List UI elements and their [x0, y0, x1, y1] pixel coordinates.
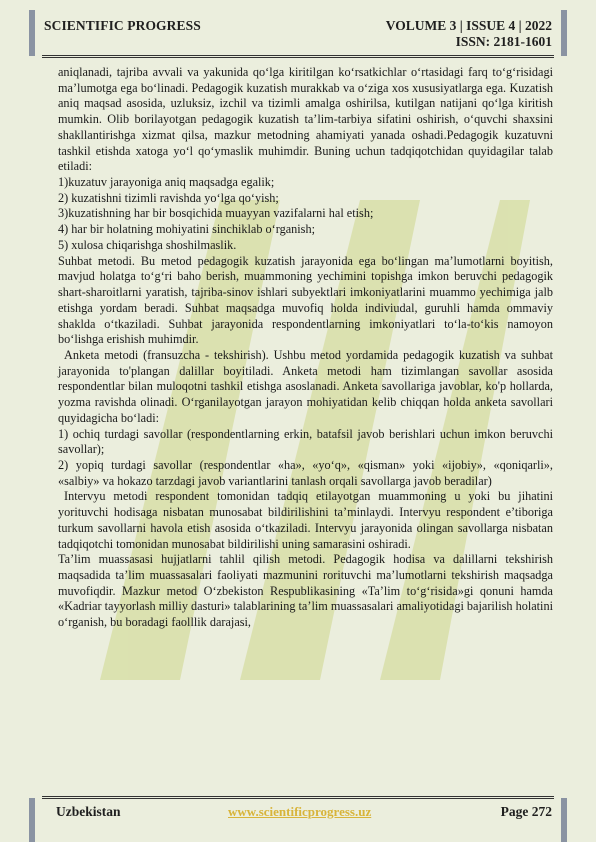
issn: ISSN: 2181-1601	[455, 34, 552, 49]
footer-rule	[42, 796, 554, 797]
paragraph: Intervyu metodi respondent tomonidan tadqiq etilayotgan muammoning u yoki bu jihatini yorituvchi hodisaga nisbatan munosabat bildirilishini ta’minlaydi. Intervyu respondent e’tiboriga turkum savollarni havola etish asosida o‘tkaziladi. Intervyu jarayonida olingan savollarga nisbatan tadqiqotchi tomonidan munosabat bildirilishi uning samarasini oshiradi.	[58, 489, 553, 551]
article-body	[58, 65, 553, 631]
list-item: 4) har bir holatning mohiyatini sinchiklab o‘rganish;	[58, 222, 315, 237]
issue-info	[386, 18, 552, 50]
left-margin-bar-bottom	[29, 798, 35, 842]
list-item: 3)kuzatishning har bir bosqichida muayyan vazifalarni hal etish;	[58, 206, 374, 221]
footer-country: Uzbekistan	[56, 804, 121, 819]
list-item: 5) xulosa chiqarishga shoshilmaslik.	[58, 237, 237, 252]
footer-rule-secondary	[42, 798, 554, 799]
paragraph: aniqlanadi, tajriba avvali va yakunida qo‘lga kiritilgan ko‘rsatkichlar o‘rtasidagi farq to‘g‘risidagi ma’lumotga ega bo‘linadi. Pedagogik kuzatish murakkab va o‘ziga xos xususiyatlarga ega. Kuzatish aniq maqsad asosida, uzluksiz, izchil va tizimli amalga oshirilsa, kutilgan natijani qo‘lga kiritish mumkin. Olib borilayotgan pedagogik kuzatish ta’lim-tarbiya sifatini oshirish, o‘quvchi shaxsini shakllantirishga xizmat qilsa, mazkur metodning ahamiyati yanada oshadi.Pedagogik kuzatuvni tashkil etishda xatoga yo‘l qo‘ymaslik muhimdir. Buning uchun tadqiqotchidan quyidagilar talab etiladi:	[58, 65, 553, 174]
footer-website-link[interactable]: www.scientificprogress.uz	[228, 804, 372, 819]
list-item: 1)kuzatuv jarayoniga aniq maqsadga egalik;	[58, 175, 275, 190]
paragraph: Ta’lim muassasasi hujjatlarni tahlil qilish metodi. Pedagogik hodisa va dalillarni tekshirish maqsadida ta’lim muassasalari faoliyati mazmunini rorituvchi ma’lumotlarni tekshirish maqsadga muvofiqdir. Mazkur metod O‘zbekiston Respublikasining «Ta’lim to‘g‘risida»gi qonuni hamda «Kadriar tayyorlash milliy dasturi» talablarining ta’lim muassasalari amaliyotidagi bajarilish holatini o‘rganish, bu boradagi faolllik darajasi,	[58, 552, 553, 630]
list-item: 2) kuzatishni tizimli ravishda yo‘lga qo‘yish;	[58, 190, 279, 205]
volume-issue: VOLUME 3 | ISSUE 4 | 2022	[385, 18, 552, 33]
right-margin-bar-bottom	[561, 798, 567, 842]
header-rule-secondary	[42, 57, 554, 58]
list-item: 2) yopiq turdagi savollar (respondentlar «ha», «yo‘q», «qisman» yoki «ijobiy», «qoniqarli», «salbiy» va hokazo tarzdagi javob variantlarini tanlash orqali savollarga javob beradilar)	[58, 457, 553, 488]
list-item: 1) ochiq turdagi savollar (respondentlarning erkin, batafsil javob berishlari uchun imkon beruvchi savollar);	[58, 426, 553, 457]
journal-title: SCIENTIFIC PROGRESS	[44, 18, 201, 33]
right-margin-bar-top	[561, 10, 567, 56]
page-number: Page 272	[500, 804, 552, 819]
paragraph: Suhbat metodi. Bu metod pedagogik kuzatish jarayonida ega bo‘lingan ma’lumotlarni boyitish, mavjud holatga to‘g‘ri baho berish, muammoning yechimini topishga imkon beruvchi pedagogik shart-sharoitlarni yaratish, tajriba-sinov ishlari subyektlari imkoniyatlarini muammo yechimiga jalb etishga yordam beradi. Suhbat maqsadga muvofiq holda indiviudal, guruhli hamda ommaviy shaklda o‘tkaziladi. Suhbat jarayonida respondentlarning imkoniyatlari to‘la-to‘kis namoyon bo‘lishga erishish muhimdir.	[58, 253, 553, 347]
paragraph: Anketa metodi (fransuzcha - tekshirish). Ushbu metod yordamida pedagogik kuzatish va suhbat jarayonida to'plangan dalillar boyitiladi. Anketa metodi ham tizimlangan savollar asosida respondentlar bilan muloqotni tashkil etishga asoslanadi. Anketa savollariga javoblar, ko'p hollarda, yozma ravishda olinadi. O‘rganilayotgan jarayon mohiyatidan kelib chiqqan holda anketa savollari quyidagicha bo‘ladi:	[58, 347, 553, 425]
header-rule	[42, 55, 554, 56]
left-margin-bar-top	[29, 10, 35, 56]
